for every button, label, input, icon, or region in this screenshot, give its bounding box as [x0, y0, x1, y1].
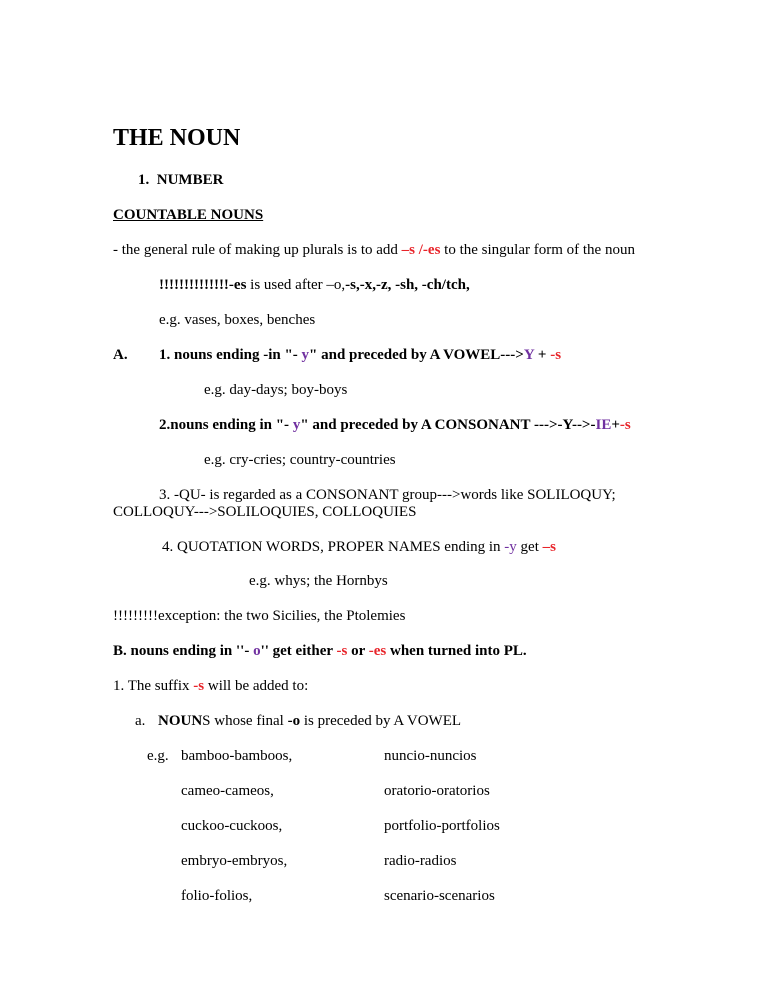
rule-a2-y: y [292, 417, 301, 433]
countable-nouns-heading: COUNTABLE NOUNS [113, 207, 264, 223]
rule-a4-text: 4. QUOTATION WORDS, PROPER NAMES ending in [162, 539, 505, 555]
item-a-o: -o [287, 713, 301, 729]
example-left: bamboo-bamboos, [181, 748, 293, 764]
section-b-es: -es [368, 643, 387, 659]
section-b-text: B. nouns ending in ''- [113, 643, 254, 659]
example-right: oratorio-oratorios [384, 783, 490, 799]
page-title: THE NOUN [113, 125, 241, 151]
rule-a2-example: e.g. cry-cries; country-countries [204, 452, 396, 468]
rule-a1-s: -s [550, 347, 562, 363]
es-rule-text: is used after –o, [246, 277, 346, 293]
general-rule-line [113, 241, 635, 259]
section-b-heading [113, 642, 527, 660]
item-a-text-start: S whose final [202, 713, 288, 729]
section-b-text-end: when turned into PL. [386, 643, 527, 659]
suffix-text: 1. The suffix [113, 678, 194, 694]
item-a-marker: a. [135, 713, 146, 729]
exception-line: !!!!!!!!!exception: the two Sicilies, the Ptolemies [113, 608, 406, 624]
es-examples: e.g. vases, boxes, benches [159, 312, 316, 328]
item-a-noun: NOUN [158, 713, 203, 729]
rule-a1-y: y [301, 347, 310, 363]
es-rule-marker: !!!!!!!!!!!!!!-es [159, 277, 247, 293]
section-number-heading [138, 171, 223, 189]
es-rule-endings: -s,-x,-z, -sh, -ch/tch, [345, 277, 470, 293]
section-number: 1. [138, 172, 150, 188]
suffix-text-end: will be added to: [204, 678, 309, 694]
example-right: scenario-scenarios [384, 888, 495, 904]
es-rule-line [159, 276, 470, 294]
section-a-marker: A. [113, 347, 128, 363]
rule-a4-text-mid: get [516, 539, 543, 555]
rule-a4-y: -y [504, 539, 517, 555]
suffix-s-line [113, 677, 308, 695]
section-b-text-mid: '' get either [260, 643, 337, 659]
rule-a4-example: e.g. whys; the Hornbys [249, 573, 388, 589]
rule-a1 [159, 346, 561, 364]
example-left: embryo-embryos, [181, 853, 288, 869]
general-rule-text-end: to the singular form of the noun [440, 242, 635, 258]
rule-a3-line1: 3. -QU- is regarded as a CONSONANT group--->words like SOLILOQUY; [159, 487, 616, 503]
item-a-text [158, 712, 461, 730]
example-right: radio-radios [384, 853, 457, 869]
example-right: nuncio-nuncios [384, 748, 477, 764]
rule-a1-text: 1. nouns ending -in "- [159, 347, 302, 363]
rule-a2-plus: + [611, 417, 620, 433]
section-b-o: o [253, 643, 261, 659]
rule-a2-s: -s [619, 417, 631, 433]
suffix-s: -s [193, 678, 205, 694]
general-rule-suffix: –s /-es [401, 242, 441, 258]
rule-a1-plus: + [534, 347, 551, 363]
example-left: folio-folios, [181, 888, 253, 904]
section-b-s: -s [336, 643, 348, 659]
rule-a2-text: 2.nouns ending in "- [159, 417, 293, 433]
rule-a2 [159, 416, 631, 434]
section-b-or: or [347, 643, 369, 659]
rule-a4-s: –s [542, 539, 556, 555]
rule-a1-example: e.g. day-days; boy-boys [204, 382, 348, 398]
example-left: cuckoo-cuckoos, [181, 818, 283, 834]
rule-a3-line2: COLLOQUY--->SOLILOQUIES, COLLOQUIES [113, 504, 417, 520]
eg-label: e.g. [147, 748, 169, 764]
section-label: NUMBER [156, 172, 224, 188]
rule-a4 [162, 538, 556, 556]
rule-a1-text-mid: " and preceded by A VOWEL---> [309, 347, 524, 363]
rule-a1-Y: Y [523, 347, 535, 363]
general-rule-text: - the general rule of making up plurals is to add [113, 242, 402, 258]
example-left: cameo-cameos, [181, 783, 274, 799]
item-a-text-end: is preceded by A VOWEL [300, 713, 462, 729]
rule-a2-text-mid: " and preceded by A CONSONANT --->-Y-->- [300, 417, 596, 433]
rule-a2-IE: IE [595, 417, 612, 433]
example-right: portfolio-portfolios [384, 818, 500, 834]
